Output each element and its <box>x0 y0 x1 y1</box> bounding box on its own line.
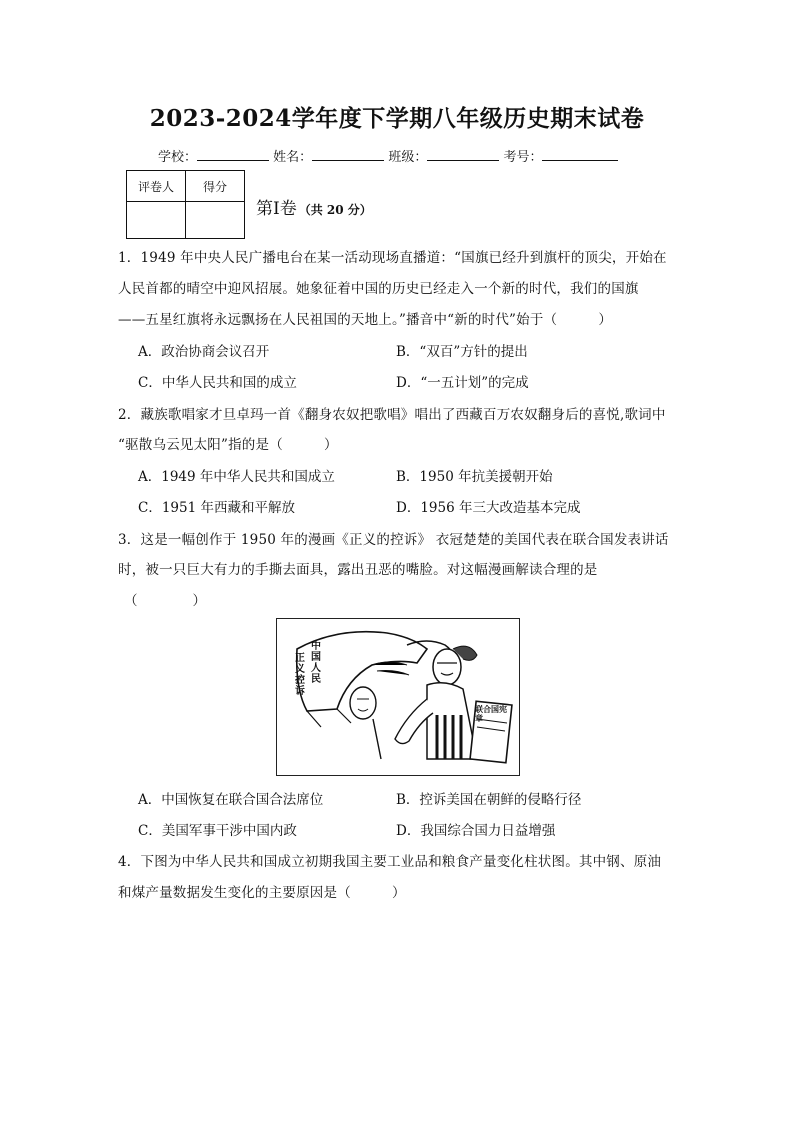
q1-line: ——五星红旗将永远飘扬在人民祖国的天地上。”播音中“新的时代”始于（ ） <box>118 312 613 328</box>
q2-line: 2．藏族歌唱家才旦卓玛一首《翻身农奴把歌唱》唱出了西藏百万农奴翻身后的喜悦,歌词中 <box>118 407 666 423</box>
score-table <box>126 170 245 239</box>
q2-option-b[interactable]: B．1950 年抗美援朝开始 <box>396 469 553 485</box>
section-label: 第Ⅰ卷 <box>256 199 297 219</box>
q3-line: （ ） <box>124 593 207 609</box>
q4-line: 4．下图为中华人民共和国成立初期我国主要工业品和粮食产量变化柱状图。其中钢、原油 <box>118 854 662 870</box>
school-label: 学校： <box>158 150 198 165</box>
q3-option-c[interactable]: C．美国军事干涉中国内政 <box>138 823 297 839</box>
name-label: 姓名： <box>273 150 313 165</box>
score-header: 得分 <box>186 171 245 202</box>
q1-option-c[interactable]: C．中华人民共和国的成立 <box>138 375 297 391</box>
q1-option-b[interactable]: B．“双百”方针的提出 <box>396 344 528 360</box>
section-heading <box>256 194 372 219</box>
q3-line: 3．这是一幅创作于 1950 年的漫画《正义的控诉》 衣冠楚楚的美国代表在联合国发表讲话 <box>118 532 669 548</box>
q1-line: 1．1949 年中央人民广播电台在某一活动现场直播道：“国旗已经升到旗杆的顶尖，开始在 <box>118 250 667 266</box>
q1-line: 人民首都的晴空中迎风招展。她象征着中国的历史已经走入一个新的时代，我们的国旗 <box>118 281 639 297</box>
q1-option-d[interactable]: D．“一五计划”的完成 <box>396 375 529 391</box>
q2-option-d[interactable]: D．1956 年三大改造基本完成 <box>396 500 581 516</box>
q2-option-a[interactable]: A．1949 年中华人民共和国成立 <box>138 469 335 485</box>
cartoon-book-label: 联合国宪章 <box>475 704 507 723</box>
exam-title: 2023-2024学年度下学期八年级历史期末试卷 <box>149 105 645 132</box>
school-blank[interactable] <box>197 147 269 161</box>
name-blank[interactable] <box>312 147 384 161</box>
cartoon-justice-accusation <box>276 618 520 776</box>
grader-cell[interactable] <box>127 202 186 239</box>
class-label: 班级： <box>388 150 428 165</box>
q2-line: “驱散乌云见太阳”指的是（ ） <box>118 437 338 453</box>
number-label: 考号： <box>503 150 543 165</box>
cartoon-sleeve-label: 正义控诉 <box>295 653 305 697</box>
number-blank[interactable] <box>542 147 618 161</box>
q3-option-d[interactable]: D．我国综合国力日益增强 <box>396 823 556 839</box>
student-info-row <box>158 146 618 165</box>
q3-option-b[interactable]: B．控诉美国在朝鲜的侵略行径 <box>396 792 582 808</box>
q3-option-a[interactable]: A．中国恢复在联合国合法席位 <box>138 792 324 808</box>
q2-option-c[interactable]: C．1951 年西藏和平解放 <box>138 500 295 516</box>
score-cell[interactable] <box>186 202 245 239</box>
q3-line: 时，被一只巨大有力的手撕去面具，露出丑恶的嘴脸。对这幅漫画解读合理的是 <box>118 562 598 578</box>
cartoon-hand-label: 中国人民 <box>311 641 321 685</box>
q1-option-a[interactable]: A．政治协商会议召开 <box>138 344 270 360</box>
section-note: （共 20 分） <box>298 203 372 217</box>
class-blank[interactable] <box>427 147 499 161</box>
grader-header: 评卷人 <box>127 171 186 202</box>
q4-line: 和煤产量数据发生变化的主要原因是（ ） <box>118 885 406 901</box>
